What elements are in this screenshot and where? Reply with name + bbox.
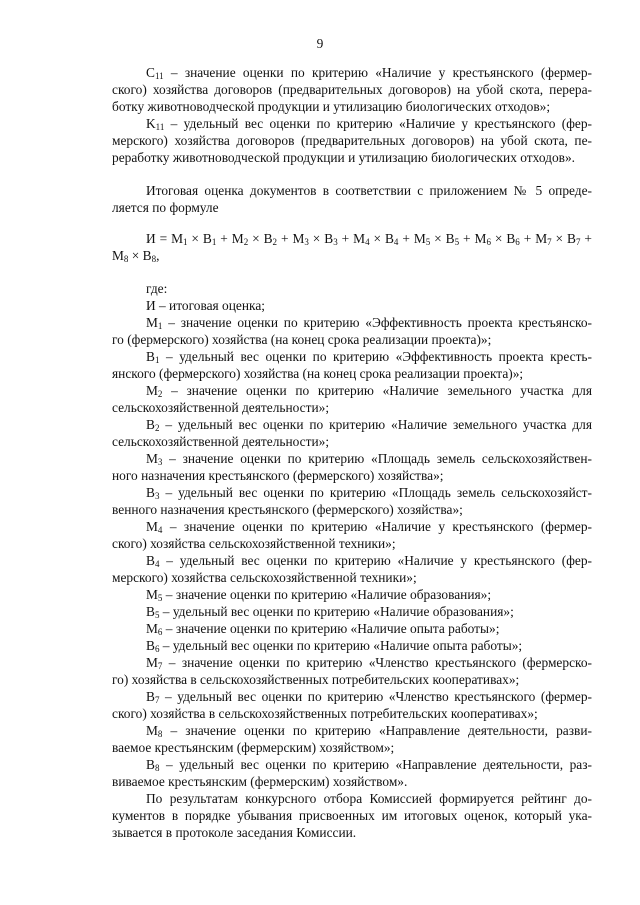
text-line [112,247,592,264]
text-line [146,450,592,467]
subscript-index: 4 [365,237,370,247]
text-segment: В [146,604,155,619]
subscript-index: 3 [304,237,309,247]
text-line [146,620,592,637]
text-segment: – удельный вес оценки по критерию «Наличие образования»; [159,604,514,619]
text-line [146,603,592,620]
text-line [146,484,592,501]
text-line [112,773,592,790]
text-segment: + М [519,231,548,246]
page-number: 9 [316,36,324,51]
subscript-index: 2 [272,237,278,247]
text-segment: × В [490,231,516,246]
text-segment: – значение оценки по критерию «Эффективность проекта крестьянско- [162,315,592,330]
text-segment: × В [430,231,455,246]
text-segment: М [146,451,158,466]
text-line [146,182,592,199]
text-segment: + М [277,231,305,246]
text-segment: где: [146,281,168,296]
text-segment: × В [248,231,273,246]
text-line [146,64,592,81]
text-segment: ского) хозяйства договоров (предварительных договоров) на убой скота, перера- [112,82,592,97]
text-line [146,637,592,654]
text-line [112,824,592,841]
text-segment: ского) хозяйства в сельскохозяйственных потребительских кооперативах»; [112,706,538,721]
text-line [112,149,592,166]
subscript-index: 8 [154,763,160,773]
text-segment: В [146,349,155,364]
text-segment: – удельный вес оценки по критерию «Наличие земельного участка для [159,417,592,432]
text-segment: М [112,248,124,263]
text-segment: ного назначения крестьянского (фермерского) хозяйства»; [112,468,444,483]
text-line [146,722,592,739]
subscript-index: 4 [157,525,163,535]
text-line [112,132,592,149]
text-line [112,739,592,756]
text-segment: × В [308,231,334,246]
text-line [146,115,592,132]
subscript-index: 6 [157,627,163,637]
text-line [146,416,592,433]
text-segment: М [146,655,158,670]
text-segment: Итоговая оценка документов в соответствии с приложением № 5 опреде- [146,183,592,198]
text-line [146,790,592,807]
subscript-index: 5 [454,237,460,247]
text-line [112,467,592,484]
text-segment: – удельный вес оценки по критерию «Направление деятельности, раз- [159,757,592,772]
text-segment: По результатам конкурсного отбора Комиссией формируется рейтинг до- [146,791,592,806]
text-segment: C [146,65,155,80]
subscript-index: 7 [575,237,581,247]
text-segment: М [146,383,158,398]
text-segment: И = М [146,231,183,246]
text-segment: – значение оценки по критерию «Направление деятельности, разви- [162,723,592,738]
text-segment: × В [369,231,394,246]
text-line [112,98,592,115]
text-segment: + М [337,231,366,246]
text-segment: – удельный вес оценки по критерию «Членство крестьянского (фермер- [159,689,592,704]
text-segment: ботку животноводческой продукции и утилизацию биологических отходов»; [112,99,551,114]
text-line [112,501,592,518]
text-line [146,756,592,773]
subscript-index: 11 [154,71,164,81]
subscript-index: 1 [157,321,163,331]
text-line [146,280,592,297]
text-segment: В [146,638,155,653]
text-line [112,365,592,382]
text-segment: реработку животноводческой продукции и утилизацию биологических отходов». [112,150,576,165]
text-segment: венного назначения крестьянского (фермерского) хозяйства»; [112,502,463,517]
text-line [146,688,592,705]
text-segment: + М [459,231,487,246]
subscript-index: 5 [157,593,163,603]
text-segment: + М [216,231,244,246]
text-segment: – значение оценки по критерию «Наличие у крестьянского (фермер- [162,519,592,534]
text-line [146,382,592,399]
text-line [146,654,592,671]
subscript-index: 3 [157,457,163,467]
text-segment: В [146,689,155,704]
text-segment: , [156,248,160,263]
text-segment: – значение оценки по критерию «Площадь земель сельскохозяйствен- [162,451,592,466]
subscript-index: 1 [183,237,188,247]
text-segment: – значение оценки по критерию «Наличие образования»; [162,587,492,602]
subscript-index: 11 [155,122,165,132]
text-segment: мерского) хозяйства сельскохозяйственной техники»; [112,570,417,585]
subscript-index: 5 [154,610,160,620]
subscript-index: 2 [154,423,160,433]
text-segment: – удельный вес оценки по критерию «Эффективность проекта кресть- [159,349,592,364]
text-line [146,348,592,365]
text-segment: В [146,553,155,568]
subscript-index: 7 [157,661,163,671]
subscript-index: 6 [515,237,520,247]
text-line [146,314,592,331]
text-segment: × В [551,231,576,246]
text-line [112,81,592,98]
text-segment: ваемое крестьянским (фермерским) хозяйством»; [112,740,395,755]
text-line [146,586,592,603]
text-line [112,705,592,722]
text-segment: × В [128,248,152,263]
text-segment: мерского) хозяйства договоров (предварительных договоров) на убой скота, пе- [112,133,592,148]
text-segment: го) хозяйства в сельскохозяйственных потребительских кооперативах»; [112,672,520,687]
text-segment: М [146,723,158,738]
text-segment: – значение оценки по критерию «Наличие опыта работы»; [162,621,500,636]
subscript-index: 6 [486,237,491,247]
text-segment: – удельный вес оценки по критерию «Площадь земель сельскохозяйст- [159,485,592,500]
subscript-index: 1 [211,237,217,247]
subscript-index: 7 [547,237,552,247]
text-segment: – значение оценки по критерию «Наличие земельного участка для [162,383,592,398]
text-segment: зывается в протоколе заседания Комиссии. [112,825,357,840]
text-line [146,230,592,247]
text-segment: И – итоговая оценка; [146,298,265,313]
text-segment: М [146,315,158,330]
text-line [146,297,592,314]
text-line [112,199,592,216]
subscript-index: 2 [157,389,163,399]
text-line [112,671,592,688]
text-segment: янского (фермерского) хозяйства (на конец срока реализации проекта)»; [112,366,524,381]
subscript-index: 8 [123,254,129,264]
text-segment: – удельный вес оценки по критерию «Наличие опыта работы»; [159,638,523,653]
text-line [112,399,592,416]
subscript-index: 7 [154,695,160,705]
text-segment: ского) хозяйства сельскохозяйственной техники»; [112,536,396,551]
subscript-index: 5 [425,237,431,247]
subscript-index: 2 [243,237,249,247]
text-line [112,331,592,348]
text-line [146,552,592,569]
text-line [112,569,592,586]
text-segment: М [146,519,158,534]
subscript-index: 1 [154,355,160,365]
text-segment: – удельный вес оценки по критерию «Наличие у крестьянского (фер- [159,553,592,568]
text-line [146,518,592,535]
text-segment: – значение оценки по критерию «Членство крестьянского (фермерско- [162,655,592,670]
text-segment: K [146,116,156,131]
text-segment: + [580,231,592,246]
subscript-index: 8 [157,729,163,739]
text-line [112,535,592,552]
subscript-index: 4 [393,237,399,247]
text-segment: го (фермерского) хозяйства (на конец срока реализации проекта)»; [112,332,492,347]
text-segment: виваемое крестьянским (фермерским) хозяйством». [112,774,408,789]
text-segment: В [146,757,155,772]
subscript-index: 3 [333,237,338,247]
text-segment: М [146,621,158,636]
text-segment: В [146,417,155,432]
text-line [112,807,592,824]
text-segment: сельскохозяйственной деятельности»; [112,434,330,449]
subscript-index: 6 [154,644,160,654]
subscript-index: 4 [154,559,160,569]
text-segment: × В [187,231,212,246]
subscript-index: 3 [154,491,160,501]
text-segment: М [146,587,158,602]
text-line [112,433,592,450]
text-segment: – значение оценки по критерию «Наличие у крестьянского (фермер- [163,65,592,80]
text-segment: – удельный вес оценки по критерию «Наличие у крестьянского (фер- [164,116,592,131]
text-segment: кументов в порядке убывания присвоенных им итоговых оценок, который ука- [112,808,592,823]
text-segment: В [146,485,155,500]
text-segment: ляется по формуле [112,200,219,215]
text-segment: + М [398,231,426,246]
subscript-index: 8 [151,254,157,264]
text-segment: сельскохозяйственной деятельности»; [112,400,330,415]
